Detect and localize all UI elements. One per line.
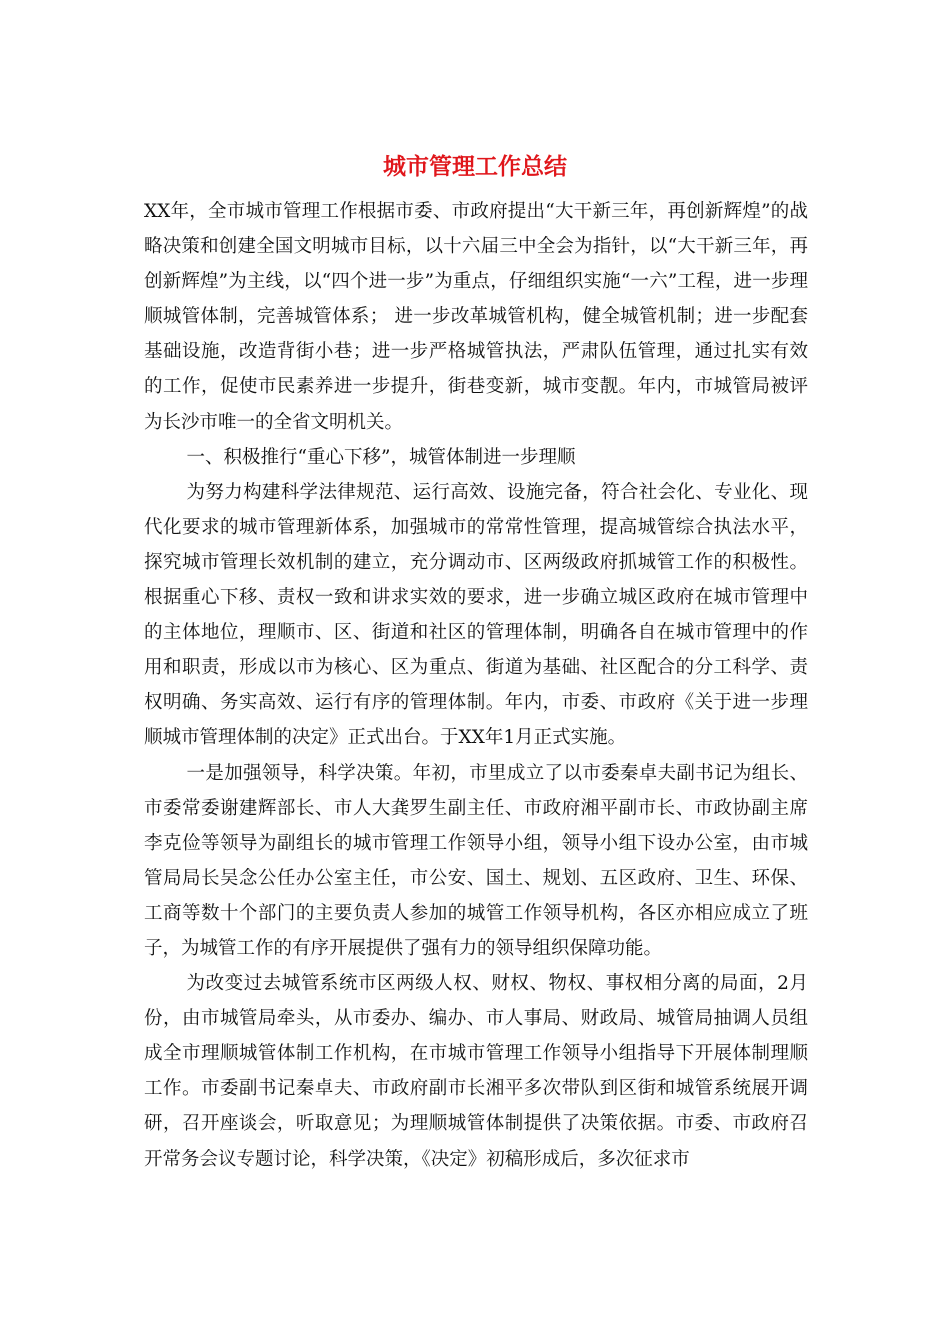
document-body xyxy=(144,194,808,1177)
paragraph-intro: XX年，全市城市管理工作根据市委、市政府提出“大干新三年，再创新辉煌”的战略决策和创建全国文明城市目标，以十六届三中全会为指针，以“大干新三年，再创新辉煌”为主线，以“四个进一步”为重点，仔细组织实施“一六”工程，进一步理顺城管体制，完善城管体系； 进一步改革城管机构，健全城管机制；进一步配套基础设施，改造背街小巷；进一步严格城管执法，严肃队伍管理，通过扎实有效的工作，促使市民素养进一步提升，街巷变新，城市变靓。年内，市城管局被评为长沙市唯一的全省文明机关。 xyxy=(144,201,808,433)
paragraph-section-1: 为努力构建科学法律规范、运行高效、设施完备，符合社会化、专业化、现代化要求的城市管理新体系，加强城市的常常性管理，提高城管综合执法水平，探究城市管理长效机制的建立，充分调动市、区两级政府抓城管工作的积极性。根据重心下移、责权一致和讲求实效的要求，进一步确立城区政府在城市管理中的主体地位，理顺市、区、街道和社区的管理体制，明确各自在城市管理中的作用和职责，形成以市为核心、区为重点、街道为基础、社区配合的分工科学、责权明确、务实高效、运行有序的管理体制。年内，市委、市政府《关于进一步理顺城市管理体制的决定》正式出台。于XX年1月正式实施。 xyxy=(144,481,808,749)
paragraph-reform: 为改变过去城管系统市区两级人权、财权、物权、事权相分离的局面，2月份，由市城管局牵头，从市委办、编办、市人事局、财政局、城管局抽调人员组成全市理顺城管体制工作机构，在市城市管理工作领导小组指导下开展体制理顺工作。市委副书记秦卓夫、市政府副市长湘平多次带队到区街和城管系统展开调研，召开座谈会，听取意见；为理顺城管体制提供了决策依据。市委、市政府召开常务会议专题讨论，科学决策，《决定》初稿形成后，多次征求市 xyxy=(144,973,808,1170)
paragraph-leadership: 一是加强领导，科学决策。年初，市里成立了以市委秦卓夫副书记为组长、市委常委谢建辉部长、市人大龚罗生副主任、市政府湘平副市长、市政协副主席李克俭等领导为副组长的城市管理工作领导小组，领导小组下设办公室，由市城管局局长吴念公任办公室主任，市公安、国土、规划、五区政府、卫生、环保、工商等数十个部门的主要负责人参加的城管工作领导机构，各区亦相应成立了班子，为城管工作的有序开展提供了强有力的领导组织保障功能。 xyxy=(144,762,808,959)
section-heading-1: 一、积极推行“重心下移”，城管体制进一步理顺 xyxy=(186,446,576,468)
document-title: 城市管理工作总结 xyxy=(383,153,567,180)
